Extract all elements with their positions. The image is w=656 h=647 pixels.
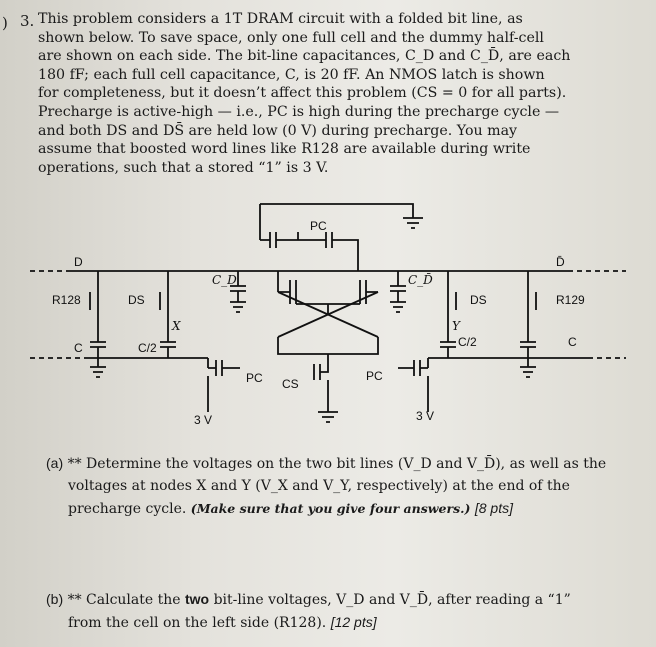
cs-ground	[318, 392, 338, 422]
part-b	[46, 588, 621, 634]
precharge-transistors	[260, 204, 358, 271]
part-a-line3-wrap	[46, 497, 621, 520]
left-dummy-cell	[160, 271, 176, 358]
part-b-bold: two	[185, 591, 210, 607]
statement-line: 180 fF; each full cell capacitance, C, is 20 fF. An NMOS latch is shown	[38, 66, 545, 83]
label-cs: CS	[282, 377, 299, 391]
label-pc-right: PC	[366, 369, 383, 383]
label-d-right: D̄	[556, 255, 565, 269]
label-cdbar: C_D̄	[408, 273, 433, 287]
label-d-left: D	[74, 255, 83, 269]
problem-number: 3.	[20, 12, 35, 30]
part-b-text-before: Calculate the	[86, 592, 181, 608]
part-a-line1: Determine the voltages on the two bit lines (V_D and V_D̄), as well as the	[86, 456, 607, 472]
left-precharge-3v	[208, 358, 240, 412]
label-cd: C_D	[212, 273, 237, 287]
label-c2-left: C/2	[138, 341, 157, 355]
latch-drain-join	[296, 304, 360, 314]
top-supply-wire	[260, 204, 413, 218]
dram-circuit-diagram	[28, 192, 628, 432]
problem-statement	[38, 10, 618, 177]
part-b-line2: from the cell on the left side (R128).	[68, 615, 327, 631]
statement-line: operations, such that a stored “1” is 3 V.	[38, 159, 329, 176]
right-dummy-cell	[440, 271, 456, 358]
statement-line: assume that boosted word lines like R128 are available during write	[38, 141, 531, 158]
cd-ground	[230, 302, 246, 312]
statement-line: shown below. To save space, only one full cell and the dummy half-cell	[38, 29, 544, 46]
statement-line: for completeness, but it doesn’t affect this problem (CS = 0 for all parts).	[38, 85, 567, 102]
label-r129: R129	[556, 293, 585, 307]
part-a-points: [8 pts]	[474, 500, 513, 516]
cdbar-ground	[390, 302, 406, 312]
label-y-node: Y	[452, 319, 460, 333]
label-r128: R128	[52, 293, 81, 307]
part-b-line2-wrap	[46, 611, 621, 634]
right-precharge-3v	[398, 358, 428, 412]
cs-transistor	[314, 354, 328, 392]
statement-line: and both DS and DS̄ are held low (0 V) during precharge. You may	[38, 122, 518, 139]
statement-line: Precharge is active-high — i.e., PC is high during the precharge cycle —	[38, 103, 560, 120]
statement-line: are shown on each side. The bit-line capacitances, C_D and C_D̄, are each	[38, 48, 571, 65]
label-ds-right: DS	[470, 293, 487, 307]
right-cell-ground	[520, 367, 536, 377]
label-ds-left: DS	[128, 293, 145, 307]
label-3v-right: 3 V	[416, 409, 435, 423]
statement-line: This problem considers a 1T DRAM circuit with a folded bit line, as	[38, 11, 523, 27]
left-cell-ground	[90, 367, 106, 377]
part-a-line3: precharge cycle.	[68, 501, 187, 517]
part-a	[46, 452, 621, 520]
label-c-left: C	[74, 341, 83, 355]
left-cell	[90, 271, 106, 367]
part-a-stars: **	[67, 456, 82, 472]
latch-bottom	[278, 337, 378, 354]
top-ground	[403, 218, 423, 228]
label-c-right: C	[568, 335, 577, 349]
part-a-note: (Make sure that you give four answers.)	[190, 501, 471, 516]
part-a-line2: voltages at nodes X and Y (V_X and V_Y, respectively) at the end of the	[68, 478, 570, 494]
label-pc-top: PC	[310, 219, 327, 233]
label-c2-right: C/2	[458, 335, 477, 349]
part-b-points: [12 pts]	[330, 614, 377, 630]
part-b-text-after: bit-line voltages, V_D and V_D̄, after reading a “1”	[213, 592, 571, 608]
part-b-label: (b)	[46, 591, 64, 607]
cdbar-capacitor	[390, 271, 406, 302]
label-3v-left: 3 V	[194, 413, 213, 427]
latch-gates	[290, 280, 366, 304]
label-pc-left: PC	[246, 371, 263, 385]
edge-mark: )	[2, 14, 8, 32]
part-a-label: (a)	[46, 455, 64, 471]
right-cell	[520, 271, 536, 367]
label-x-node: X	[172, 319, 181, 333]
part-b-stars: **	[67, 592, 82, 608]
